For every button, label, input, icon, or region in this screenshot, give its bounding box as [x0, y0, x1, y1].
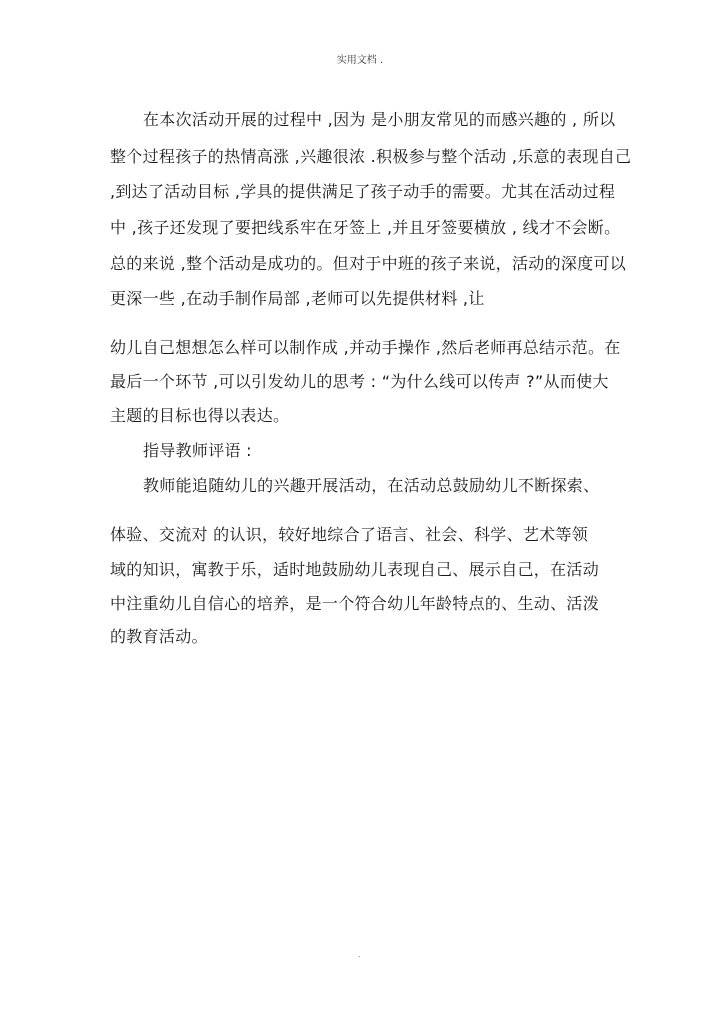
text-line: 总的来说 ,整个活动是成功的。但对于中班的孩子来说，活动的深度可以 — [110, 254, 627, 273]
text-line: 主题的目标也得以表达。 — [110, 406, 290, 425]
text-line: 教师能追随幼儿的兴趣开展活动，在活动总鼓励幼儿不断探索、 — [143, 476, 600, 495]
text-line: 幼儿自己想想怎么样可以制作成 ,并动手操作 ,然后老师再总结示范。在 — [110, 338, 621, 357]
text-line: 在本次活动开展的过程中 ,因为 是小朋友常见的而感兴趣的 , 所以 — [143, 110, 616, 129]
text-line: 最后一个环节 ,可以引发幼儿的思考 : “为什么线可以传声 ?”从而使大 — [110, 372, 609, 391]
text-line: 更深一些 ,在动手制作局部 ,老师可以先提供材料 ,让 — [110, 289, 485, 308]
text-line: 中 ,孩子还发现了要把线系牢在牙签上 ,并且牙签要横放 , 线才不会断。 — [110, 218, 621, 237]
text-line: 域的知识，寓教于乐，适时地鼓励幼儿表现自己、展示自己，在活动 — [110, 560, 600, 579]
text-line: 整个过程孩子的热情高涨 ,兴趣很浓 .积极参与整个活动 ,乐意的表现自己 — [110, 147, 632, 166]
text-line: 的教育活动。 — [110, 627, 208, 646]
text-line: ,到达了活动目标 ,学具的提供满足了孩子动手的需要。尤其在活动过程 — [110, 182, 616, 201]
text-line: 体验、交流对 的认识，较好地综合了语言、社会、科学、艺术等领 — [110, 525, 589, 544]
page-footer-mark: . — [358, 950, 361, 959]
text-line: 中注重幼儿自信心的培养，是一个符合幼儿年龄特点的、生动、活泼 — [110, 594, 600, 613]
section-heading: 指导教师评语 : — [143, 441, 252, 460]
page-header: 实用文档 . — [336, 55, 384, 66]
